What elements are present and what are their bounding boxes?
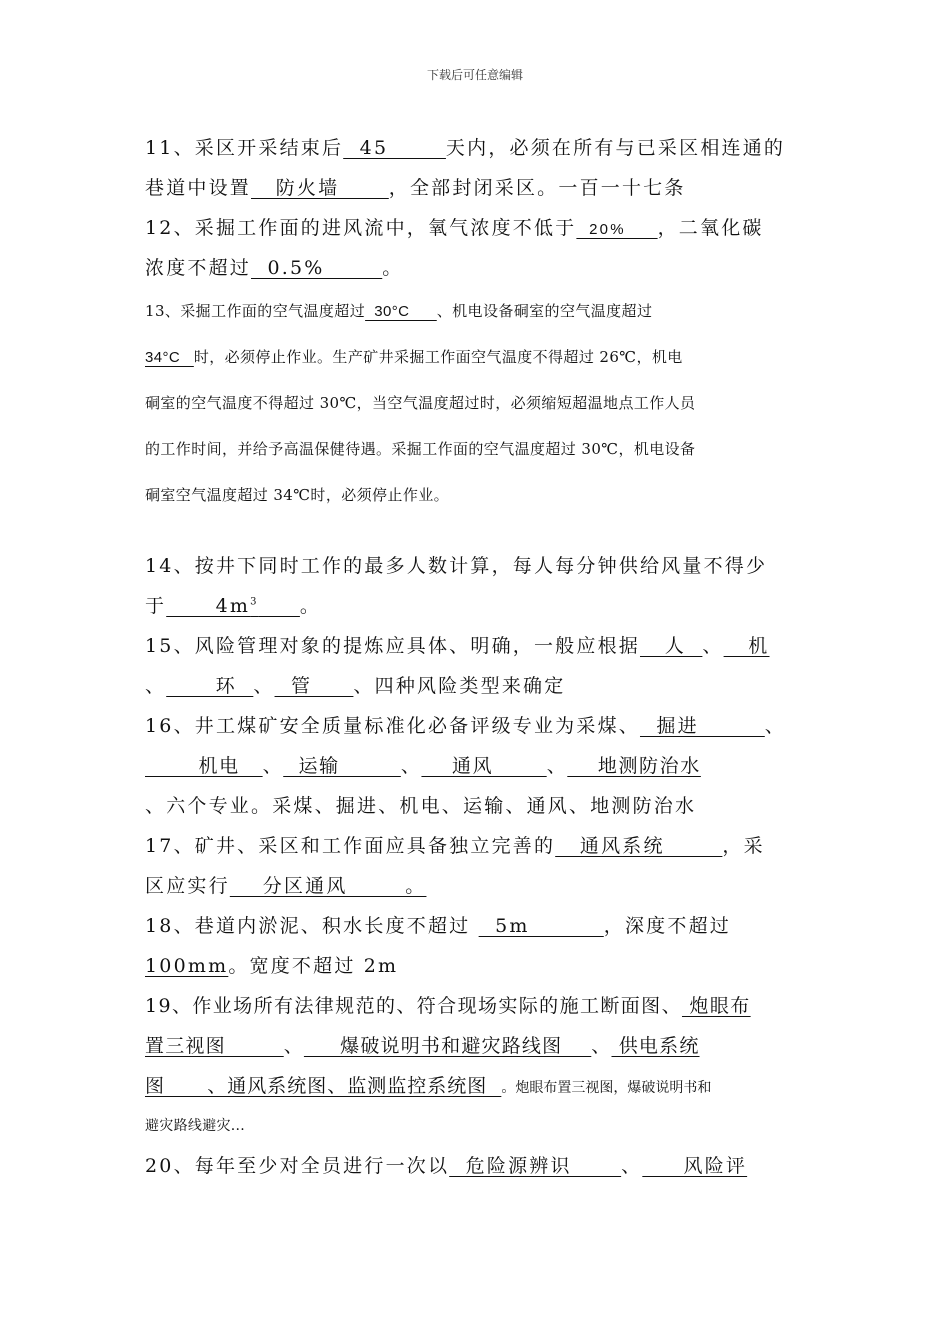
answer-blank: 0.5% [251,257,383,279]
q19-line-2: 置三视图 、 爆破说明书和避灾路线图 、 供电系统 [145,1035,700,1057]
q15-line-2: 、 环 、 管 、四种风险类型来确定 [145,675,566,697]
answer-blank: 通风系统 [555,835,723,857]
answer-blank: 图 、通风系统图、监测监控系统图 [145,1075,502,1097]
q13-line-5: 硐室空气温度超过 34℃时，必须停止作业。 [145,486,450,504]
q19-line-4: 避灾路线避灾... [145,1118,246,1134]
q19-line-3: 图 、通风系统图、监测监控系统图 。炮眼布置三视图，爆破说明书和 [145,1075,712,1097]
answer-blank: 30°C [365,303,437,320]
q11-line-2: 巷道中设置 防火墙 ，全部封闭采区。一百一十七条 [145,177,686,199]
answer-blank: 环 [166,675,254,697]
q17-line-1: 17、矿井、采区和工作面应具备独立完善的 通风系统 ，采 [145,835,765,857]
spacer [145,518,813,546]
answer-blank: 人 [639,635,703,657]
answer-blank: $4m^3$ [166,595,259,617]
answer-blank: 防火墙 [251,177,389,199]
answer-blank: 5m [478,915,604,937]
q16-line-1: 16、井工煤矿安全质量标准化必备评级专业为采煤、 掘进 、 [145,715,786,737]
q11-line-1: 11、采区开采结束后 45 天内，必须在所有与已采区相连通的 [145,137,786,159]
answer-blank: 爆破说明书和避灾路线图 [303,1035,592,1057]
q14-line-1: 14、按井下同时工作的最多人数计算，每人每分钟供给风量不得少 [145,555,768,577]
page-header: 下载后可任意编辑 [426,68,523,82]
q20-line-1: 20、每年至少对全员进行一次以 危险源辨识 、 风险评 [145,1155,748,1177]
answer-blank: 置三视图 [145,1035,284,1057]
q19-line-1: 19、作业场所有法律规范的、符合现场实际的施工断面图、 炮眼布 [145,995,751,1017]
answer-blank: 分区通风 。 [229,875,427,897]
answer-blank: 34°C [145,349,194,366]
q12-line-1: 12、采掘工作面的进风流中，氧气浓度不低于 20% ，二氧化碳 [145,217,764,239]
q16-line-3: 、六个专业。采煤、掘进、机电、运输、通风、地测防治水 [145,795,697,817]
q17-line-2: 区应实行 分区通风 。 [145,875,427,897]
q16-line-2: 机电 、 运输 、 通风 、 地测防治水 [145,755,701,777]
q12-line-2: 浓度不超过 0.5% 。 [145,257,404,279]
answer-blank: 100mm [145,955,229,977]
answer-blank: 45 [343,137,446,159]
q15-line-1: 15、风险管理对象的提炼应具体、明确，一般应根据 人 、 机 [145,635,770,657]
answer-blank: 地测防治水 [567,755,701,777]
answer-blank: 运输 [283,755,401,777]
q13-line-1: 13、采掘工作面的空气温度超过 30°C 、机电设备硐室的空气温度超过 [145,302,653,320]
answer-blank: 机 [723,635,770,657]
answer-blank: 炮眼布 [681,995,751,1017]
document-body [145,128,813,1186]
answer-blank: 20% [576,221,658,238]
answer-blank: 管 [274,675,354,697]
q13-line-2: 34°C 时，必须停止作业。生产矿井采掘工作面空气温度不得超过 26℃，机电 [145,348,683,366]
q18-line-1: 18、巷道内淤泥、积水长度不超过 5m ，深度不超过 [145,915,731,937]
q18-line-2: 100mm。宽度不超过 2m [145,955,399,977]
answer-blank: 机电 [145,755,263,777]
answer-blank: 供电系统 [611,1035,700,1057]
q13-line-4: 的工作时间，并给予高温保健待遇。采掘工作面的空气温度超过 30℃，机电设备 [145,440,696,458]
answer-blank: 掘进 [639,715,765,737]
q14-line-2: 于 $4m^3$ 。 [145,595,322,617]
q13-line-3: 硐室的空气温度不得超过 30℃，当空气温度超过时，必须缩短超温地点工作人员 [145,394,696,412]
answer-blank: 风险评 [642,1155,748,1177]
answer-blank: 通风 [421,755,547,777]
answer-blank: 危险源辨识 [449,1155,622,1177]
